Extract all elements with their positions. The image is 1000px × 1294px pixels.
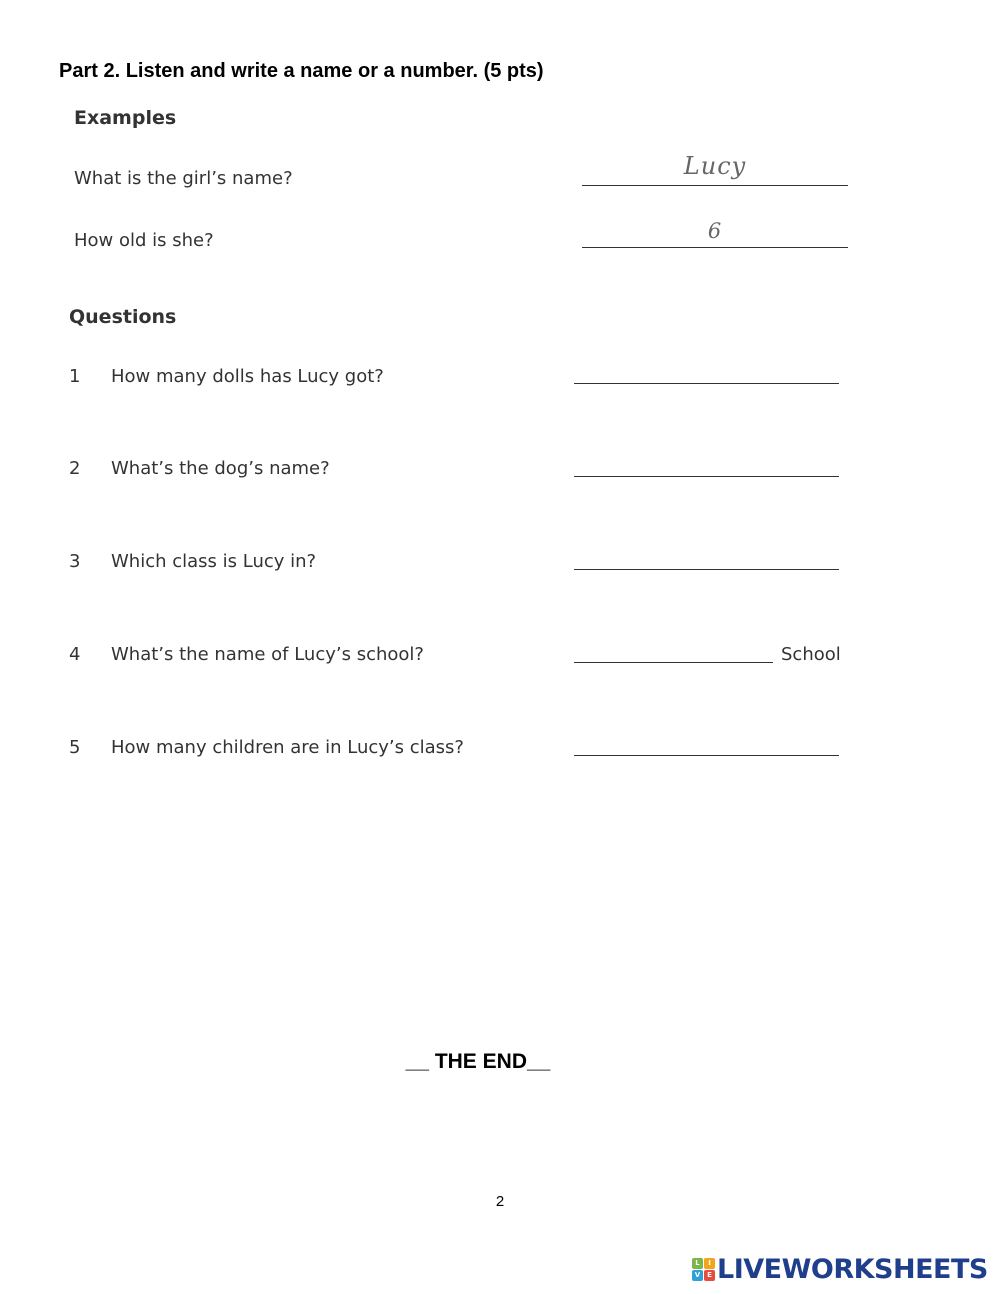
liveworksheets-logo-text: LIVEWORKSHEETS <box>717 1253 988 1285</box>
question-text: What’s the dog’s name? <box>111 458 330 479</box>
answer-input-line[interactable] <box>574 662 773 663</box>
question-number: 2 <box>69 458 81 479</box>
answer-input-line[interactable] <box>574 755 839 756</box>
example-answer-name: Lucy <box>683 152 747 180</box>
liveworksheets-logo-icon <box>692 1258 715 1281</box>
question-number: 3 <box>69 551 81 572</box>
logo-tile-e: E <box>704 1270 715 1281</box>
logo-tile-l: L <box>692 1258 703 1269</box>
part-title: Part 2. Listen and write a name or a number. (5 pts) <box>59 60 544 82</box>
answer-input-line[interactable] <box>574 569 839 570</box>
answer-input-line[interactable] <box>574 476 839 477</box>
question-text: How many children are in Lucy’s class? <box>111 737 464 758</box>
the-end: __ THE END__ <box>405 1050 551 1073</box>
questions-heading: Questions <box>69 306 177 328</box>
examples-heading: Examples <box>74 107 177 129</box>
question-number: 4 <box>69 644 81 665</box>
answer-input-line[interactable] <box>574 383 839 384</box>
logo-tile-v: V <box>692 1270 703 1281</box>
answer-suffix-school: School <box>781 644 841 665</box>
example-question-age: How old is she? <box>74 230 214 251</box>
example-answer-line-age <box>582 247 848 248</box>
question-text: Which class is Lucy in? <box>111 551 317 572</box>
question-text: What’s the name of Lucy’s school? <box>111 644 424 665</box>
example-answer-age: 6 <box>707 219 723 243</box>
example-answer-line-name <box>582 185 848 186</box>
question-number: 1 <box>69 366 81 387</box>
page-number: 2 <box>495 1193 505 1210</box>
question-number: 5 <box>69 737 81 758</box>
liveworksheets-logo[interactable] <box>692 1254 988 1284</box>
logo-tile-i: I <box>704 1258 715 1269</box>
example-question-name: What is the girl’s name? <box>74 168 293 189</box>
question-text: How many dolls has Lucy got? <box>111 366 384 387</box>
